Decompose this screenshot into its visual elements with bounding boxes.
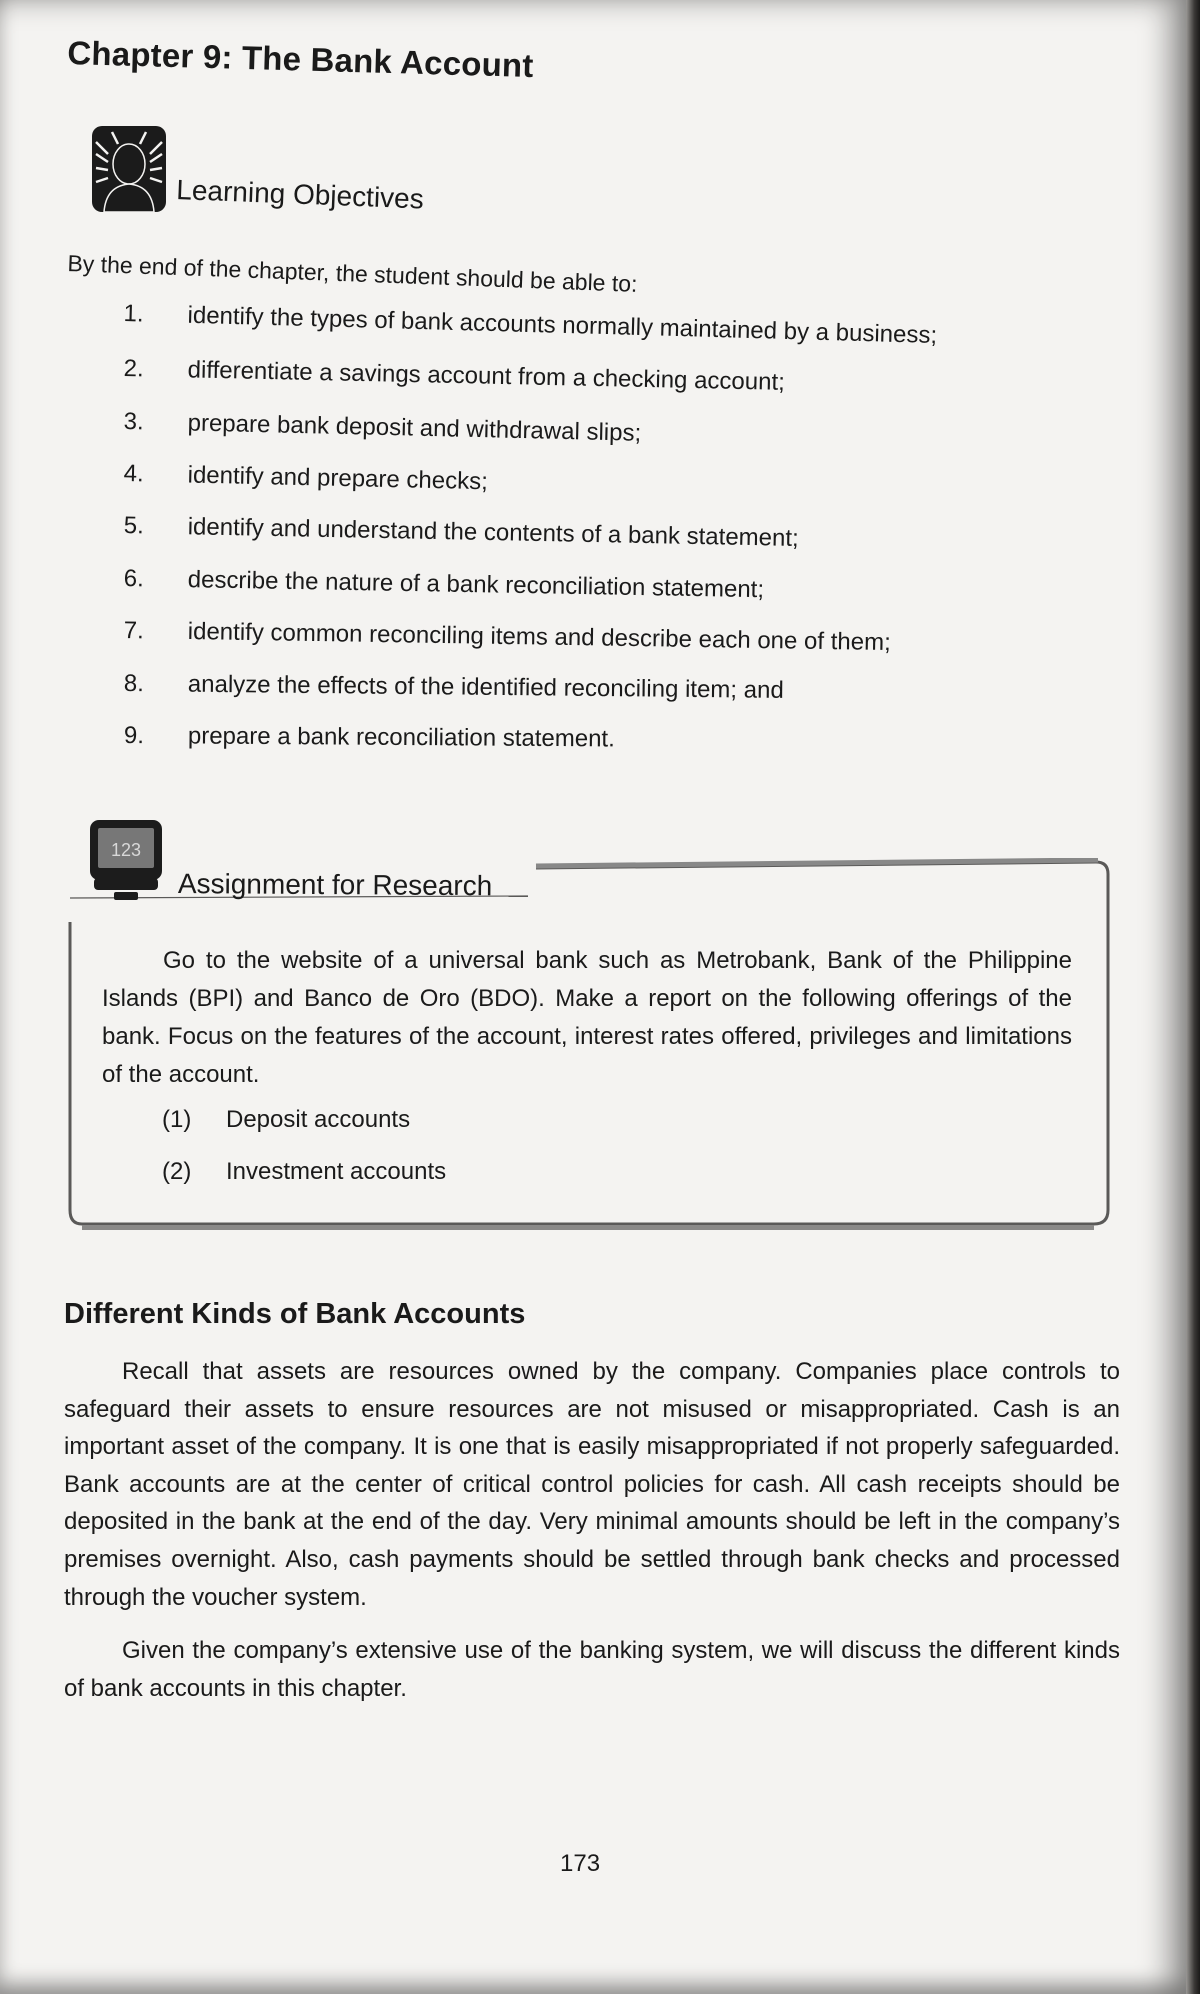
student-silhouette-icon: [90, 124, 168, 214]
body-paragraph: Given the company’s extensive use of the banking system, we will discuss the different kinds of bank accounts in this chapter.: [64, 1637, 1120, 1702]
learning-objectives-heading: Learning Objectives: [175, 174, 425, 215]
objective-item: 3. prepare bank deposit and withdrawal slips;: [123, 408, 642, 447]
objective-item: 6. describe the nature of a bank reconciliation statement;: [123, 565, 765, 604]
objective-item: 9. prepare a bank reconciliation statement.: [123, 722, 615, 753]
assignment-list-item: (2) Investment accounts: [162, 1158, 447, 1185]
body-paragraph: Recall that assets are resources owned by the company. Companies place controls to safeguard their assets to ensure resources are not misused or misappropriated. Cash is an important asset of the company. It is one that is easily misappropriated if not properly safeguarded. Bank accounts are at the center of critical control policies for cash. All cash receipts should be deposited in the bank at the end of the day. Very minimal amounts should be left in the company’s premises overnight. Also, cash payments should be settled through bank checks and processed through the voucher system.: [64, 1358, 1120, 1611]
assignment-list-item: (1) Deposit accounts: [162, 1106, 411, 1133]
assignment-paragraph: Go to the website of a universal bank such as Metrobank, Bank of the Philippine Islands (BPI) and Banco de Oro (BDO). Make a report on the following offerings of the bank. Focus on the features of the account, interest rates offered, privileges and limitations of the account.: [102, 947, 1072, 1088]
objective-item: 8. analyze the effects of the identified reconciling item; and: [123, 670, 784, 704]
page-number: 173: [560, 1850, 601, 1877]
objective-item: 1. identify the types of bank accounts normally maintained by a business;: [123, 300, 938, 350]
section-heading: Different Kinds of Bank Accounts: [64, 1298, 526, 1330]
assignment-heading: Assignment for Research: [177, 868, 493, 902]
svg-text:123: 123: [110, 840, 142, 860]
computer-monitor-icon: [86, 818, 166, 902]
objective-item: 2. differentiate a savings account from a checking account;: [123, 355, 786, 396]
objective-item: 4. identify and prepare checks;: [123, 460, 489, 496]
chapter-title: Chapter 9: The Bank Account: [66, 34, 535, 85]
objectives-intro: By the end of the chapter, the student should be able to:: [67, 250, 638, 297]
objective-item: 7. identify common reconciling items and describe each one of them;: [123, 617, 891, 657]
page-edge-shadow: [1186, 0, 1200, 1994]
objective-item: 5. identify and understand the contents of a bank statement;: [123, 512, 799, 552]
